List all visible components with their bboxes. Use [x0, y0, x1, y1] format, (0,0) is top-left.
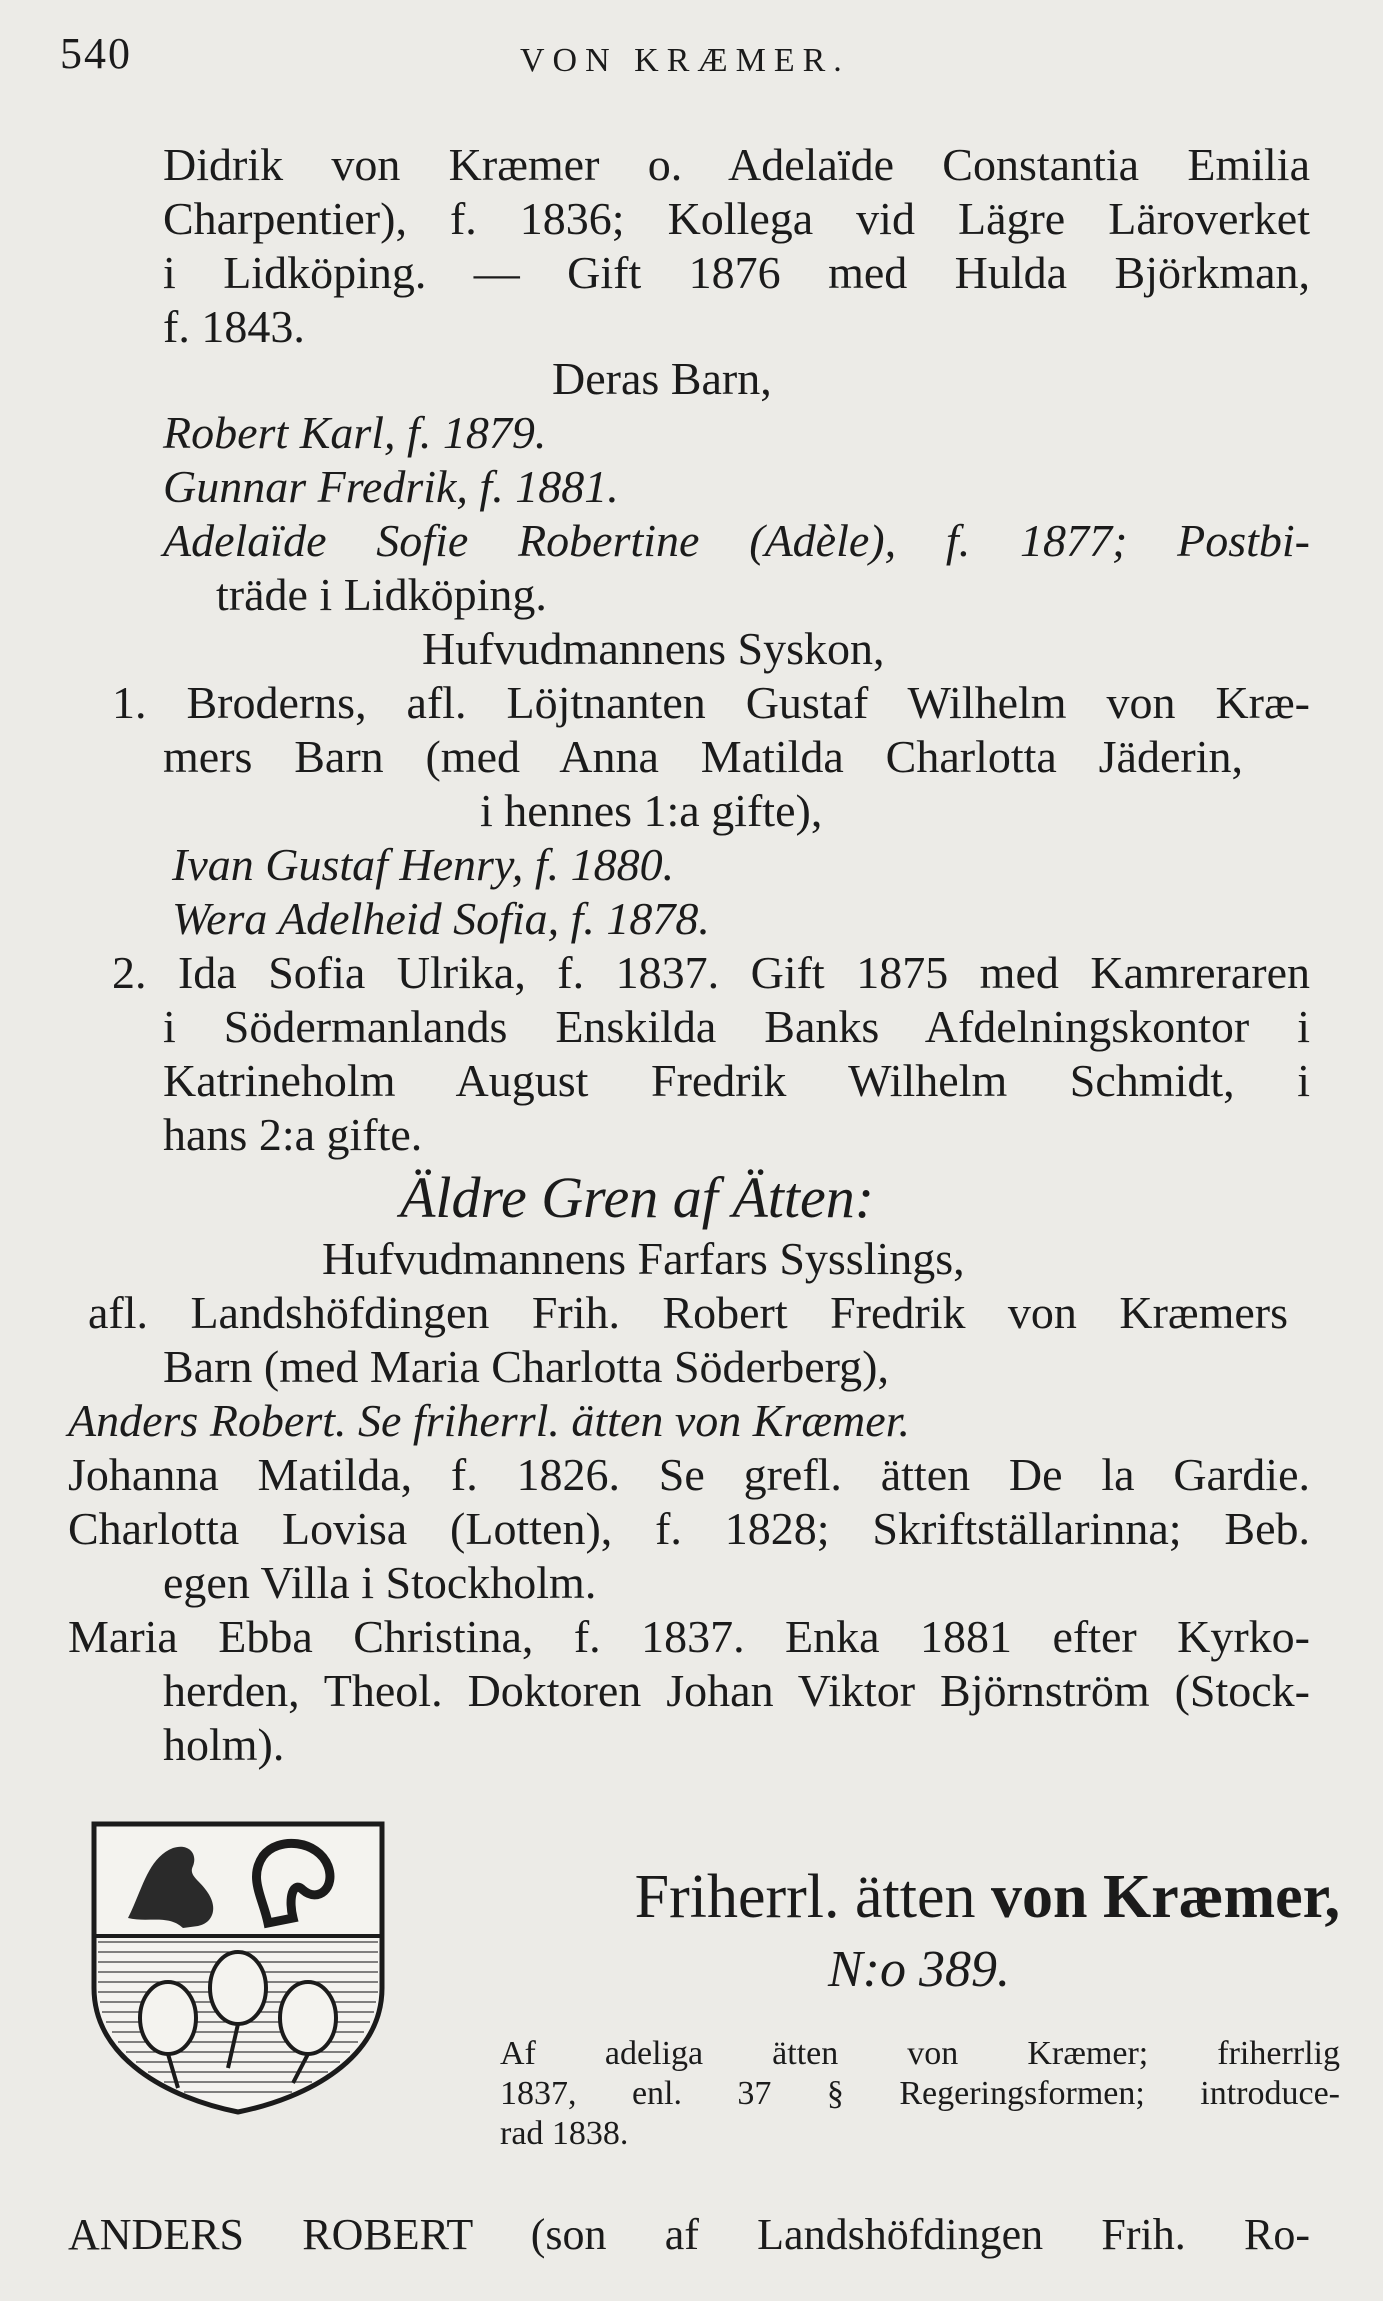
- section-number: N:o 389.: [828, 1941, 1010, 1998]
- child-entry: Ivan Gustaf Henry, f. 1880.: [172, 839, 675, 890]
- text-line: hans 2:a gifte.: [163, 1109, 423, 1160]
- text-line: träde i Lidköping.: [216, 569, 547, 620]
- subheading: Deras Barn,: [552, 353, 772, 404]
- text-line: Charpentier), f. 1836; Kollega vid Lägre Läroverket: [163, 193, 1310, 244]
- child-entry: Robert Karl, f. 1879.: [163, 407, 547, 458]
- text-line: 1. Broderns, afl. Löjtnanten Gustaf Wilhelm von Kræ-: [112, 677, 1310, 728]
- section-title-prefix: Friherrl. ätten: [634, 1863, 991, 1931]
- text-line: Didrik von Kræmer o. Adelaïde Constantia Emilia: [163, 139, 1310, 190]
- child-entry: Adelaïde Sofie Robertine (Adèle), f. 1877; Postbi-: [163, 515, 1310, 566]
- child-entry: Johanna Matilda, f. 1826. Se grefl. ätten De la Gardie.: [68, 1449, 1310, 1500]
- subheading: Hufvudmannens Syskon,: [422, 623, 885, 674]
- intro-line: Af adeliga ätten von Kræmer; friherrlig: [500, 2035, 1340, 2072]
- running-title: VON KRÆMER.: [520, 42, 850, 79]
- child-entry: Anders Robert. Se friherrl. ätten von Kræmer.: [68, 1395, 910, 1446]
- text-line: i Lidköping. — Gift 1876 med Hulda Björkman,: [163, 247, 1310, 298]
- text-line: afl. Landshöfdingen Frih. Robert Fredrik von Kræmers: [88, 1287, 1288, 1338]
- child-entry: Wera Adelheid Sofia, f. 1878.: [172, 893, 710, 944]
- coat-of-arms-icon: [88, 1818, 388, 2118]
- subheading: Hufvudmannens Farfars Sysslings,: [322, 1233, 965, 1284]
- branch-heading: Äldre Gren af Ätten:: [400, 1165, 875, 1230]
- text-line: ANDERS ROBERT (son af Landshöfdingen Frih. Ro-: [68, 2210, 1310, 2259]
- text-line: egen Villa i Stockholm.: [163, 1557, 597, 1608]
- section-title-family: von Kræmer,: [991, 1863, 1340, 1931]
- child-entry: Charlotta Lovisa (Lotten), f. 1828; Skriftställarinna; Beb.: [68, 1503, 1310, 1554]
- text-line: mers Barn (med Anna Matilda Charlotta Jäderin,: [163, 731, 1243, 782]
- text-line: holm).: [163, 1719, 285, 1770]
- text-line: herden, Theol. Doktoren Johan Viktor Björnström (Stock-: [163, 1665, 1310, 1716]
- page-header: [60, 18, 1323, 88]
- text-line: f. 1843.: [163, 301, 305, 352]
- intro-line: 1837, enl. 37 § Regeringsformen; introduce-: [500, 2075, 1340, 2112]
- page-number: 540: [60, 29, 132, 78]
- section-title: [460, 1862, 1340, 1933]
- intro-line: rad 1838.: [500, 2115, 629, 2152]
- child-entry: Gunnar Fredrik, f. 1881.: [163, 461, 619, 512]
- text-line: i hennes 1:a gifte),: [480, 785, 823, 836]
- text-line: 2. Ida Sofia Ulrika, f. 1837. Gift 1875 med Kamreraren: [112, 947, 1310, 998]
- text-line: Katrineholm August Fredrik Wilhelm Schmidt, i: [163, 1055, 1310, 1106]
- text-line: Barn (med Maria Charlotta Söderberg),: [163, 1341, 889, 1392]
- text-line: i Södermanlands Enskilda Banks Afdelningskontor i: [163, 1001, 1310, 1052]
- child-entry: Maria Ebba Christina, f. 1837. Enka 1881 efter Kyrko-: [68, 1611, 1310, 1662]
